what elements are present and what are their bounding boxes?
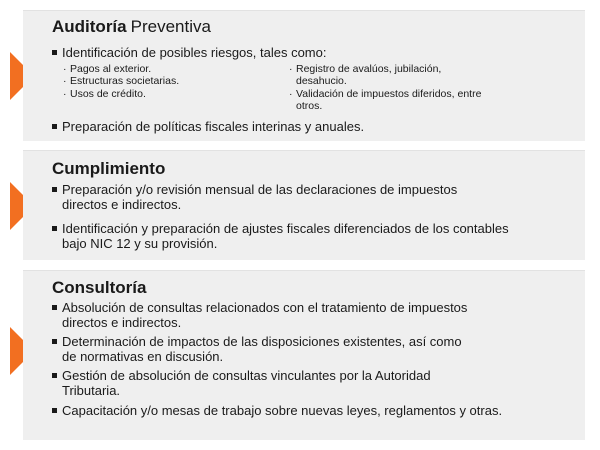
sub-list-item (62, 64, 282, 76)
section-title-bold: Consultoría (52, 278, 147, 297)
section-title (52, 159, 165, 179)
list-item-text: Preparación de políticas fiscales interinas y anuales. (62, 119, 365, 134)
list-item-text: Gestión de absolución de consultas vinculantes por la Autoridad Tributaria. (62, 368, 431, 398)
section-title (52, 278, 146, 298)
list-item (52, 334, 472, 364)
list-item (52, 182, 492, 212)
sub-list-item-text: Estructuras societarias. (70, 75, 180, 87)
list-item-text: Capacitación y/o mesas de trabajo sobre nuevas leyes, reglamentos y otras. (62, 403, 503, 418)
dot-icon: · (63, 63, 67, 75)
section-auditoria-preventiva (23, 10, 585, 141)
list-item-text: Identificación y preparación de ajustes fiscales diferenciados de los contables bajo NIC 12 y su provisión. (62, 221, 509, 251)
list-item (52, 368, 472, 398)
bullet-square-icon (52, 373, 57, 378)
section-cumplimiento (23, 150, 585, 260)
sub-list-item-text: Validación de impuestos diferidos, entre otros. (296, 88, 482, 112)
list-item-text: Determinación de impactos de las disposiciones existentes, así como de normativas en discusión. (62, 334, 462, 364)
bullet-square-icon (52, 339, 57, 344)
dot-icon: · (289, 88, 293, 100)
sub-list-item-text: Usos de crédito. (70, 88, 146, 100)
bullet-square-icon (52, 50, 57, 55)
sub-list-item (288, 89, 493, 112)
list-item-text: Preparación y/o revisión mensual de las declaraciones de impuestos directos e indirectos. (62, 182, 458, 212)
bullet-square-icon (52, 187, 57, 192)
dot-icon: · (63, 75, 67, 87)
list-item (52, 300, 472, 330)
sub-list-item (288, 64, 483, 87)
bullet-square-icon (52, 226, 57, 231)
list-item (52, 221, 512, 251)
bullet-square-icon (52, 124, 57, 129)
list-item-text: Absolución de consultas relacionados con el tratamiento de impuestos directos e indirectos. (62, 300, 468, 330)
sub-list-item-text: Pagos al exterior. (70, 63, 152, 75)
list-item-text: Identificación de posibles riesgos, tales como: (62, 45, 327, 60)
dot-icon: · (289, 63, 293, 75)
bullet-square-icon (52, 408, 57, 413)
section-title (52, 17, 211, 37)
list-item (52, 45, 562, 60)
section-title-light: Preventiva (130, 17, 211, 36)
sub-list-item (62, 89, 282, 101)
dot-icon: · (63, 88, 67, 100)
section-title-bold: Auditoría (52, 17, 127, 36)
section-consultoria (23, 270, 585, 440)
bullet-square-icon (52, 305, 57, 310)
sub-list-item-text: Registro de avalúos, jubilación, desahucio. (296, 63, 442, 87)
section-title-bold: Cumplimiento (52, 159, 166, 178)
list-item (52, 403, 512, 418)
sub-list-item (62, 76, 282, 88)
list-item (52, 119, 562, 134)
